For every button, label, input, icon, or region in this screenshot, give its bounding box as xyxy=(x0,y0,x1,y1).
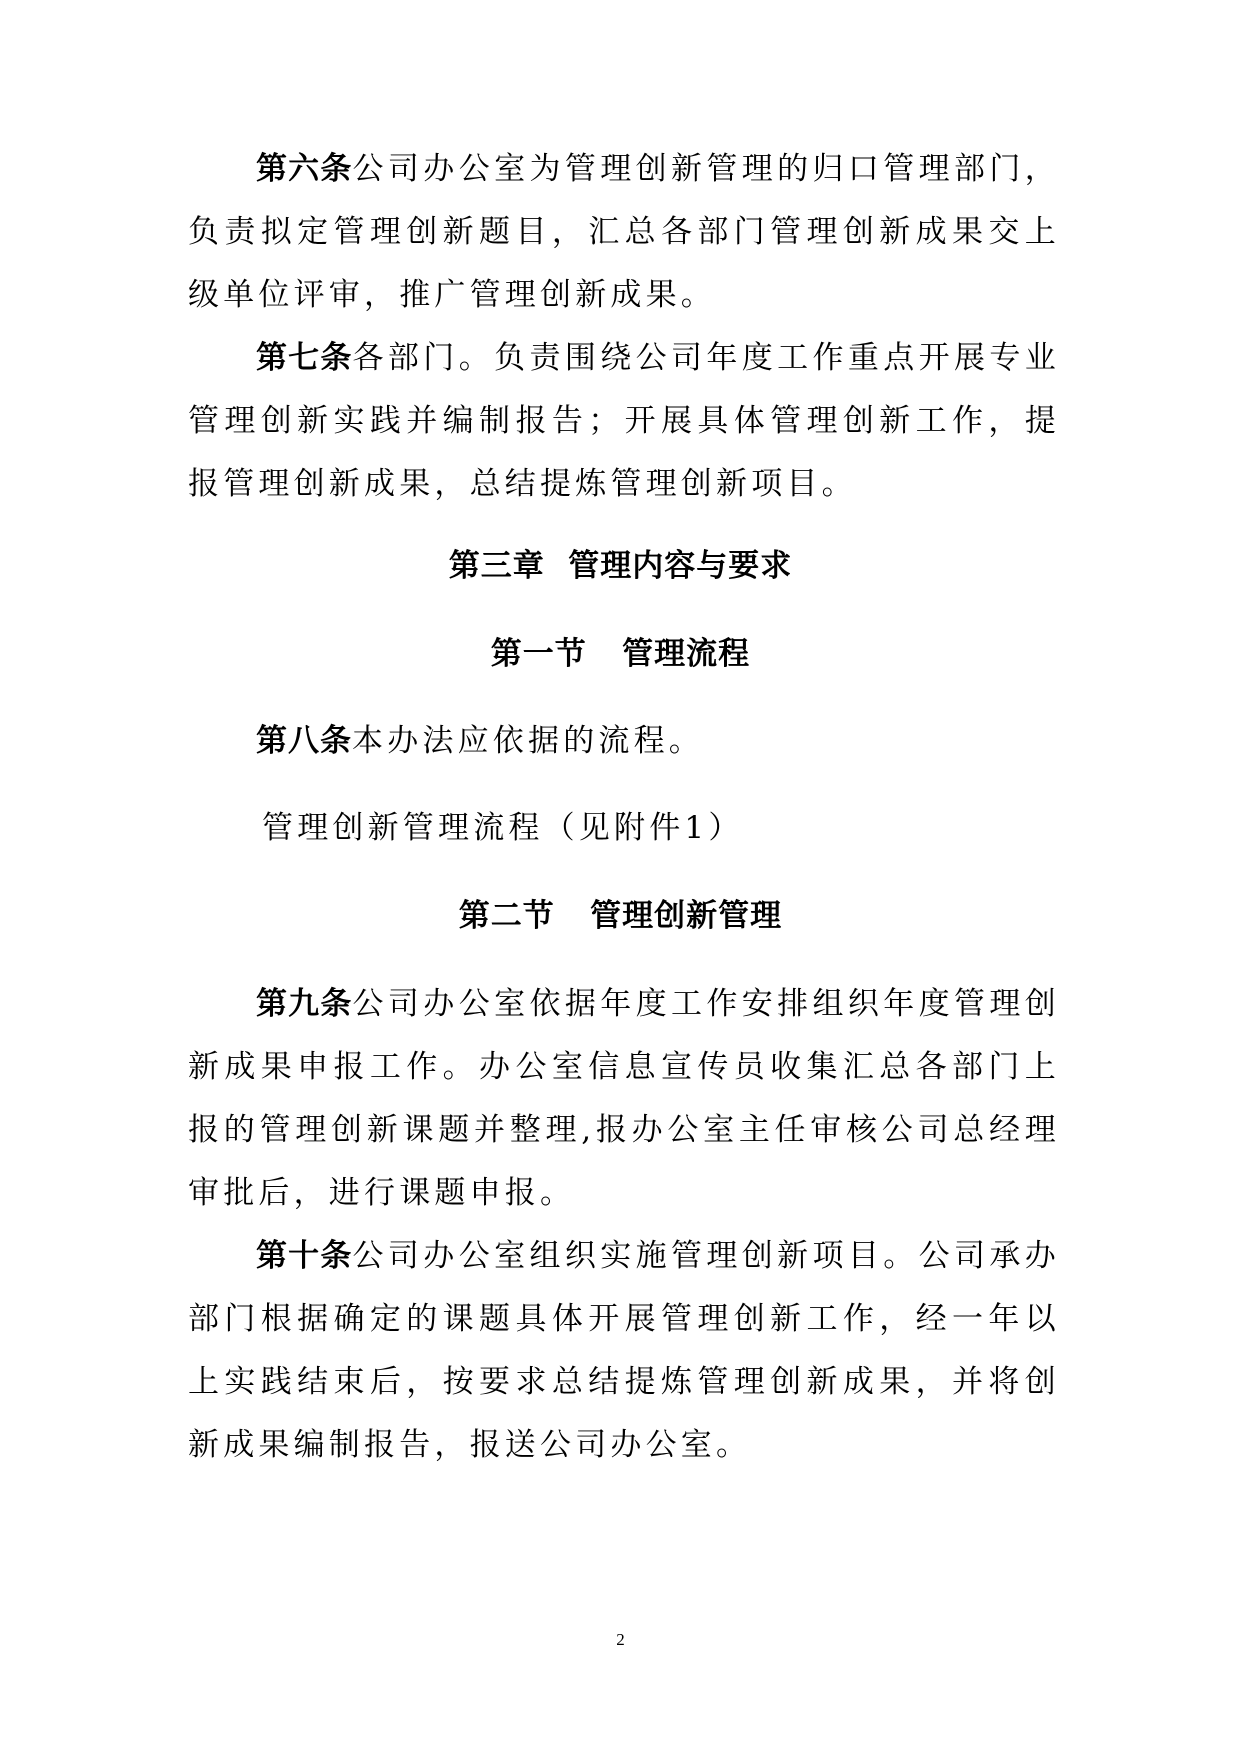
article-8 xyxy=(188,710,1060,773)
article-8-text: 本办法应依据的流程。 xyxy=(352,723,704,759)
article-9 xyxy=(188,973,1060,1225)
article-7-label: 第七条 xyxy=(256,340,353,376)
article-10-label: 第十条 xyxy=(256,1238,353,1274)
article-10-text: 公司办公室组织实施管理创新项目。公司承办部门根据确定的课题具体开展管理创新工作，经一年以上实践结束后，按要求总结提炼管理创新成果，并将创新成果编制报告，报送公司办公室。 xyxy=(188,1238,1060,1463)
section-1-title: 第一节 管理流程 xyxy=(490,636,751,672)
section-2-title: 第二节 管理创新管理 xyxy=(458,898,783,934)
article-8-note: 管理创新管理流程（见附件1） xyxy=(262,810,744,846)
article-6 xyxy=(188,138,1060,327)
article-9-label: 第九条 xyxy=(256,986,353,1022)
article-6-label: 第六条 xyxy=(256,151,353,187)
chapter-title: 第三章 管理内容与要求 xyxy=(448,548,793,584)
article-10 xyxy=(188,1225,1060,1477)
article-7-text: 各部门。负责围绕公司年度工作重点开展专业管理创新实践并编制报告；开展具体管理创新工作，提报管理创新成果，总结提炼管理创新项目。 xyxy=(188,340,1060,502)
article-6-text: 公司办公室为管理创新管理的归口管理部门，负责拟定管理创新题目，汇总各部门管理创新成果交上级单位评审，推广管理创新成果。 xyxy=(188,151,1060,313)
page-number: 2 xyxy=(616,1630,625,1649)
article-7 xyxy=(188,327,1060,516)
article-9-text: 公司办公室依据年度工作安排组织年度管理创新成果申报工作。办公室信息宣传员收集汇总各部门上报的管理创新课题并整理,报办公室主任审核公司总经理审批后，进行课题申报。 xyxy=(188,986,1060,1211)
article-8-label: 第八条 xyxy=(256,723,352,759)
